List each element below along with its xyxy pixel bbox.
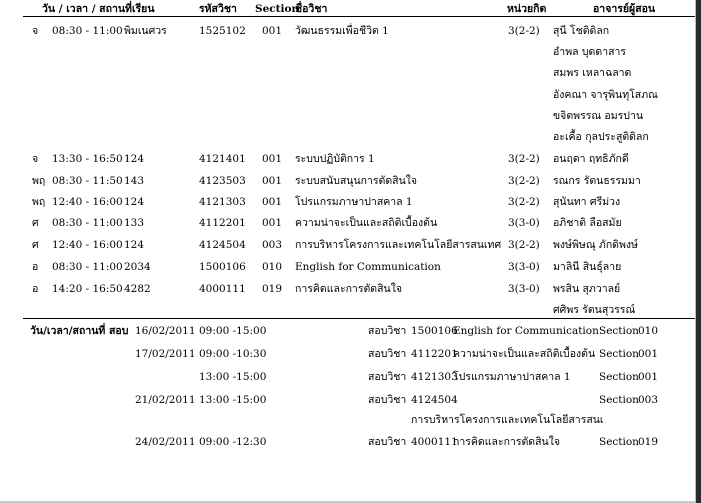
class-time: 12:40 - 16:00 (52, 196, 123, 208)
class-credits: 3(2-2) (508, 175, 540, 187)
class-credits: 3(2-2) (508, 25, 540, 37)
class-code: 4123503 (199, 175, 246, 187)
class-credits: 3(2-2) (508, 196, 540, 208)
class-name: ความน่าจะเป็นและสถิติเบื้องต้น (295, 217, 438, 229)
class-section: 001 (262, 217, 283, 229)
class-instructor: พรสิน สุภวาลย์ (553, 283, 621, 295)
class-room: 4282 (124, 283, 151, 295)
class-code: 1500106 (199, 261, 246, 273)
class-instructor: ศศิพร รัตนสุวรรณ์ (553, 304, 636, 316)
exam-date: 17/02/2011 (135, 348, 196, 360)
class-instructor: พงษ์พิษณุ ภักดิพงษ์ (553, 239, 638, 251)
exam-code: 1500106 (411, 325, 458, 337)
exam-section: 001 (638, 348, 659, 360)
class-code: 4121401 (199, 153, 246, 165)
exam-subject-label: สอบวิชา (368, 325, 407, 337)
class-instructor: อำพล บุดดาสาร (553, 46, 627, 58)
class-section: 001 (262, 153, 283, 165)
exam-section: 001 (638, 371, 659, 383)
class-instructor: อังคณา จารุพินทุโสภณ (553, 89, 658, 101)
class-room: 2034 (124, 261, 151, 273)
exam-course-name: โปรแกรมภาษาปาสคาล 1 (453, 371, 571, 383)
exam-time: 09:00 -15:00 (199, 325, 267, 337)
window-edge (696, 0, 701, 503)
class-room: พิมเนศวร (124, 25, 167, 37)
class-code: 4124504 (199, 239, 246, 251)
class-day: อ (32, 283, 39, 295)
class-instructor: สุนันทา ศรีม่วง (553, 196, 621, 208)
class-code: 4121303 (199, 196, 246, 208)
class-name: ระบบสนับสนุนการตัดสินใจ (295, 175, 418, 187)
exam-course-name: English for Communication (453, 325, 599, 337)
class-name: English for Communication (295, 261, 441, 273)
class-day: จ (32, 25, 39, 37)
exam-course-name: การคิดและการตัดสินใจ (453, 436, 560, 448)
class-room: 143 (124, 175, 145, 187)
exam-section: 003 (638, 394, 659, 406)
class-instructor: สมพร เหลาฉลาด (553, 67, 632, 79)
exam-date: 21/02/2011 (135, 394, 196, 406)
exam-code: 4000111 (411, 436, 458, 448)
exam-section-label: Section (599, 436, 639, 448)
class-time: 08:30 - 11:50 (52, 175, 123, 187)
class-instructor: อะเคื้อ กุลประสูติดิลก (553, 131, 649, 143)
exam-subject-label: สอบวิชา (368, 394, 407, 406)
class-section: 003 (262, 239, 283, 251)
class-room: 133 (124, 217, 145, 229)
class-room: 124 (124, 239, 145, 251)
exam-subject-label: สอบวิชา (368, 436, 407, 448)
exam-time: 13:00 -15:00 (199, 371, 267, 383)
class-instructor: รณกร รัตนธรรมมา (553, 175, 641, 187)
class-time: 08:30 - 11:00 (52, 25, 123, 37)
class-code: 4112201 (199, 217, 246, 229)
class-room: 124 (124, 153, 145, 165)
class-name: การบริหารโครงการและเทคโนโลยีสารสนเทศ (295, 239, 502, 251)
header-credits: หน่วยกิต (507, 3, 547, 15)
header-divider (23, 16, 697, 17)
class-day: จ (32, 153, 39, 165)
class-day: ศ (32, 239, 39, 251)
exam-date: 24/02/2011 (135, 436, 196, 448)
exam-code: 4124504 (411, 394, 458, 406)
class-credits: 3(2-2) (508, 153, 540, 165)
class-instructor: ขจิตพรรณ อมรปาน (553, 110, 644, 122)
exam-course-name: ความน่าจะเป็นและสถิติเบื้องต้น (453, 348, 596, 360)
class-instructor: มาลินี สินธุ์ลาย (553, 261, 622, 273)
exam-date: 16/02/2011 (135, 325, 196, 337)
header-day-time-room: วัน / เวลา / สถานที่เรียน (42, 3, 155, 15)
class-code: 4000111 (199, 283, 246, 295)
class-section: 019 (262, 283, 283, 295)
class-time: 14:20 - 16:50 (52, 283, 123, 295)
class-credits: 3(3-0) (508, 261, 540, 273)
exam-time: 13:00 -15:00 (199, 394, 267, 406)
class-time: 08:30 - 11:00 (52, 261, 123, 273)
exam-code: 4112201 (411, 348, 458, 360)
exam-divider (23, 318, 697, 319)
exam-subject-label: สอบวิชา (368, 348, 407, 360)
class-time: 08:30 - 11:00 (52, 217, 123, 229)
class-section: 001 (262, 25, 283, 37)
exam-section-label: Section (599, 394, 639, 406)
exam-time: 09:00 -12:30 (199, 436, 267, 448)
class-name: ระบบปฏิบัติการ 1 (295, 153, 375, 165)
class-day: พฤ (32, 196, 46, 208)
class-credits: 3(3-0) (508, 283, 540, 295)
exam-time: 09:00 -10:30 (199, 348, 267, 360)
exam-code: 4121303 (411, 371, 458, 383)
class-credits: 3(3-0) (508, 217, 540, 229)
exam-section-label: Section (599, 348, 639, 360)
class-instructor: อภิชาติ ลือสมัย (553, 217, 622, 229)
class-day: อ (32, 261, 39, 273)
class-credits: 3(2-2) (508, 239, 540, 251)
exam-section-label: Section (599, 371, 639, 383)
exam-course-name: การบริหารโครงการและเทคโนโลยีสารสนเ (411, 414, 604, 426)
class-section: 010 (262, 261, 283, 273)
class-name: วัฒนธรรมเพื่อชีวิต 1 (295, 25, 389, 37)
class-day: ศ (32, 217, 39, 229)
exam-section-label: วัน/เวลา/สถานที่ สอบ (30, 325, 129, 337)
exam-section: 019 (638, 436, 659, 448)
header-course-name: ชื่อวิชา (295, 3, 328, 15)
exam-subject-label: สอบวิชา (368, 371, 407, 383)
class-time: 12:40 - 16:00 (52, 239, 123, 251)
exam-section: 010 (638, 325, 659, 337)
header-instructor: อาจารย์ผู้สอน (593, 3, 656, 15)
class-code: 1525102 (199, 25, 246, 37)
class-name: โปรแกรมภาษาปาสคาล 1 (295, 196, 413, 208)
class-name: การคิดและการตัดสินใจ (295, 283, 402, 295)
class-section: 001 (262, 196, 283, 208)
class-instructor: สุนี โชติดิลก (553, 25, 610, 37)
class-section: 001 (262, 175, 283, 187)
class-day: พฤ (32, 175, 46, 187)
header-section: Section (255, 3, 300, 15)
class-time: 13:30 - 16:50 (52, 153, 123, 165)
class-instructor: อนฤดา ฤทธิภักดี (553, 153, 629, 165)
header-course-code: รหัสวิชา (199, 3, 237, 15)
window-edge-shadow (695, 0, 696, 503)
class-room: 124 (124, 196, 145, 208)
exam-section-label: Section (599, 325, 639, 337)
